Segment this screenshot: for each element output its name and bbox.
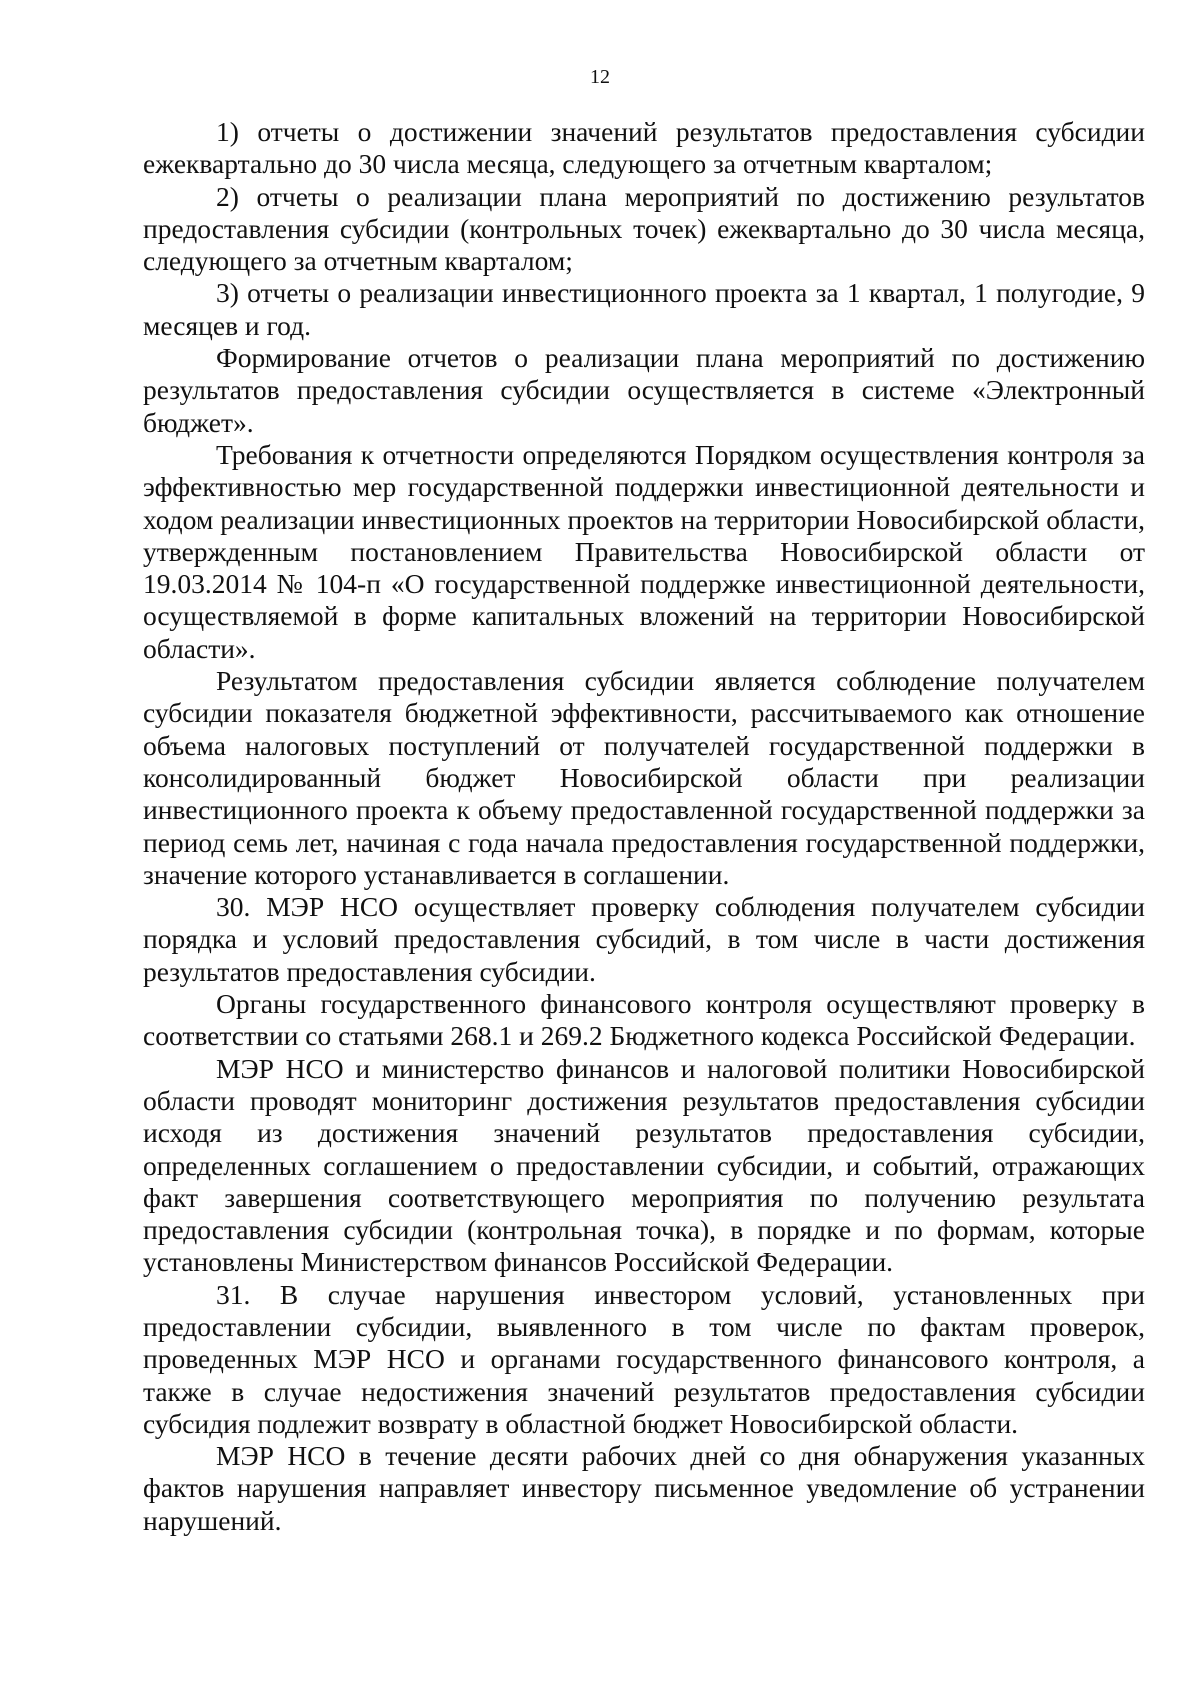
page-number: 12 [590, 66, 610, 88]
paragraph-electronic-budget: Формирование отчетов о реализации плана мероприятий по достижению результатов предоставления субсидии осуществляется в системе «Электронный бюджет». [143, 342, 1145, 438]
paragraph-report-project: 3) отчеты о реализации инвестиционного проекта за 1 квартал, 1 полугодие, 9 месяцев и год. [143, 277, 1145, 341]
paragraph-item-30: 30. МЭР НСО осуществляет проверку соблюдения получателем субсидии порядка и условий предоставления субсидий, в том числе в части достижения результатов предоставления субсидии. [143, 891, 1145, 987]
paragraph-financial-control: Органы государственного финансового контроля осуществляют проверку в соответствии со статьями 268.1 и 269.2 Бюджетного кодекса Российской Федерации. [143, 988, 1145, 1052]
paragraph-report-results: 1) отчеты о достижении значений результатов предоставления субсидии ежеквартально до 30 числа месяца, следующего за отчетным кварталом; [143, 116, 1145, 180]
paragraph-item-31: 31. В случае нарушения инвестором условий, установленных при предоставлении субсидии, выявленного в том числе по фактам проверок, проведенных МЭР НСО и органами государственного финансового контроля, а также в случае недостижения значений результатов предоставления субсидии субсидия подлежит возврату в областной бюджет Новосибирской области. [143, 1278, 1145, 1439]
document-body [143, 116, 1145, 1537]
paragraph-notification: МЭР НСО в течение десяти рабочих дней со дня обнаружения указанных фактов нарушения направляет инвестору письменное уведомление об устранении нарушений. [143, 1440, 1145, 1536]
paragraph-subsidy-result: Результатом предоставления субсидии является соблюдение получателем субсидии показателя бюджетной эффективности, рассчитываемого как отношение объема налоговых поступлений от получателей государственной поддержки в консолидированный бюджет Новосибирской области при реализации инвестиционного проекта к объему предоставленной государственной поддержки за период семь лет, начиная с года начала предоставления государственной поддержки, значение которого устанавливается в соглашении. [143, 665, 1145, 890]
paragraph-report-plan: 2) отчеты о реализации плана мероприятий по достижению результатов предоставления субсидии (контрольных точек) ежеквартально до 30 числа месяца, следующего за отчетным кварталом; [143, 180, 1145, 277]
paragraph-reporting-requirements: Требования к отчетности определяются Порядком осуществления контроля за эффективностью мер государственной поддержки инвестиционной деятельности и ходом реализации инвестиционных проектов на территории Новосибирской области, утвержденным постановлением Правительства Новосибирской области от 19.03.2014 № 104-п «О государственной поддержке инвестиционной деятельности, осуществляемой в форме капитальных вложений на территории Новосибирской области». [143, 438, 1145, 664]
paragraph-monitoring: МЭР НСО и министерство финансов и налоговой политики Новосибирской области проводят мониторинг достижения результатов предоставления субсидии исходя из достижения значений результатов предоставления субсидии, определенных соглашением о предоставлении субсидии, и событий, отражающих факт завершения соответствующего мероприятия по получению результата предоставления субсидии (контрольная точка), в порядке и по формам, которые установлены Министерством финансов Российской Федерации. [143, 1052, 1145, 1278]
